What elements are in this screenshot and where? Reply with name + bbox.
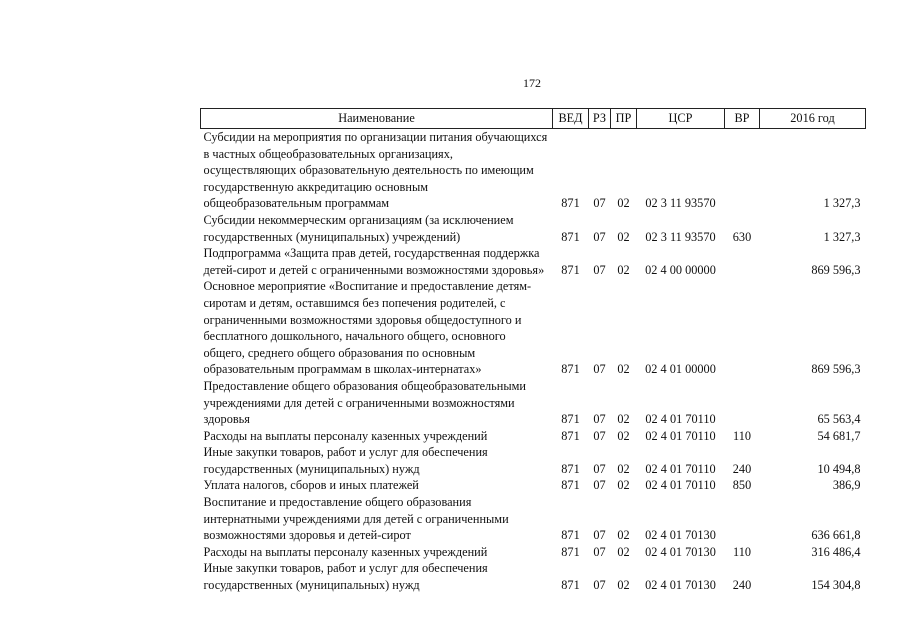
table-header [201,109,866,129]
row-vr: 110 [733,544,751,559]
row-vr: 240 [732,578,752,593]
row-ved: 871 [561,428,580,443]
row-sum: 1 327,3 [823,196,861,211]
row-name: Субсидии некоммерческим организациям (за исключением государственных (муниципальных) учреждений) [203,212,514,244]
page-number: 172 [523,76,541,90]
row-vr: 630 [732,229,752,244]
row-csr: 02 4 01 70130 [645,528,716,543]
row-name: Уплата налогов, сборов и иных платежей [203,478,419,493]
row-sum: 869 596,3 [811,262,861,277]
table-row [201,494,866,544]
row-pr: 02 [617,428,630,443]
table-row [201,477,866,494]
header-sum: 2016 год [760,109,866,129]
row-pr: 02 [617,528,630,543]
row-vr: 850 [732,478,752,493]
row-pr: 02 [617,412,630,427]
row-sum: 154 304,8 [811,578,861,593]
row-sum: 869 596,3 [811,362,861,377]
row-csr: 02 4 01 70130 [645,544,716,559]
row-csr: 02 4 00 00000 [645,262,716,277]
budget-table [200,108,866,594]
row-csr: 02 3 11 93570 [645,196,716,211]
row-pr: 02 [617,362,630,377]
row-ved: 871 [561,544,580,559]
row-name: Основное мероприятие «Воспитание и предоставление детям-сиротам и детям, оставшимся без попечения родителей, с ограниченными возможностями здоровья общедоступного и бесплатного дошкольного, начального общего, основного общего, среднего общего образования по основным образовательным программам в школах-интернатах» [203,279,532,377]
row-vr: 240 [732,461,752,476]
table-row [201,428,866,445]
row-name: Субсидии на мероприятия по организации питания обучающихся в частных общеобразовательных организациях, осуществляющих образовательную деятельность по имеющим государственную аккредитацию основным общеобразовательным программам [203,130,548,211]
row-pr: 02 [617,229,630,244]
row-pr: 02 [617,196,630,211]
row-rz: 07 [593,544,606,559]
row-rz: 07 [593,478,606,493]
row-pr: 02 [617,478,630,493]
row-rz: 07 [593,229,606,244]
row-pr: 02 [617,544,630,559]
row-ved: 871 [561,362,580,377]
row-ved: 871 [561,528,580,543]
header-name: Наименование [201,109,553,129]
row-sum: 636 661,8 [811,528,861,543]
row-name: Подпрограмма «Защита прав детей, государственная поддержка детей-сирот и детей с ограниченными возможностями здоровья» [203,246,545,277]
row-csr: 02 4 01 70110 [645,412,716,427]
row-rz: 07 [593,412,606,427]
row-csr: 02 3 11 93570 [645,229,716,244]
table-row [201,560,866,593]
row-name: Предоставление общего образования общеобразовательными учреждениями для детей с ограниченными возможностями здоровья [203,378,526,427]
row-ved: 871 [561,262,580,277]
row-name: Расходы на выплаты персоналу казенных учреждений [203,428,488,443]
row-ved: 871 [561,461,580,476]
table-row [201,212,866,245]
row-csr: 02 4 01 70110 [645,478,716,493]
row-sum: 1 327,3 [823,229,861,244]
row-vr: 110 [733,428,751,443]
table-row [201,444,866,477]
row-rz: 07 [593,362,606,377]
header-pr: ПР [611,109,637,129]
table-row [201,245,866,278]
row-csr: 02 4 01 00000 [645,362,716,377]
row-pr: 02 [617,578,630,593]
row-ved: 871 [561,478,580,493]
header-csr: ЦСР [637,109,725,129]
row-vr [725,278,760,378]
row-rz: 07 [593,262,606,277]
row-rz: 07 [593,578,606,593]
row-rz: 07 [593,528,606,543]
row-csr: 02 4 01 70110 [645,428,716,443]
row-sum: 65 563,4 [817,412,861,427]
table-row [201,378,866,428]
row-sum: 10 494,8 [817,461,861,476]
row-ved: 871 [561,196,580,211]
row-ved: 871 [561,229,580,244]
table-body [201,129,866,594]
row-ved: 871 [561,578,580,593]
header-vr: ВР [725,109,760,129]
row-vr [725,494,760,544]
row-rz: 07 [593,461,606,476]
row-csr: 02 4 01 70130 [645,578,716,593]
table-row [201,544,866,561]
header-rz: РЗ [589,109,611,129]
row-sum: 54 681,7 [817,428,861,443]
row-ved: 871 [561,412,580,427]
row-name: Иные закупки товаров, работ и услуг для обеспечения государственных (муниципальных) нужд [203,561,488,593]
row-vr [725,245,760,278]
row-csr: 02 4 01 70110 [645,461,716,476]
table-row [201,278,866,378]
row-rz: 07 [593,428,606,443]
row-name: Воспитание и предоставление общего образования интернатными учреждениями для детей с ограниченными возможностями здоровья и детей-сирот [203,495,509,543]
table-row [201,129,866,212]
row-sum: 386,9 [832,478,861,493]
row-sum: 316 486,4 [811,544,861,559]
row-vr [725,129,760,212]
row-pr: 02 [617,262,630,277]
row-rz: 07 [593,196,606,211]
row-name: Иные закупки товаров, работ и услуг для обеспечения государственных (муниципальных) нужд [203,445,488,476]
header-ved: ВЕД [553,109,589,129]
row-vr [725,378,760,428]
row-name: Расходы на выплаты персоналу казенных учреждений [203,544,488,559]
row-pr: 02 [617,461,630,476]
